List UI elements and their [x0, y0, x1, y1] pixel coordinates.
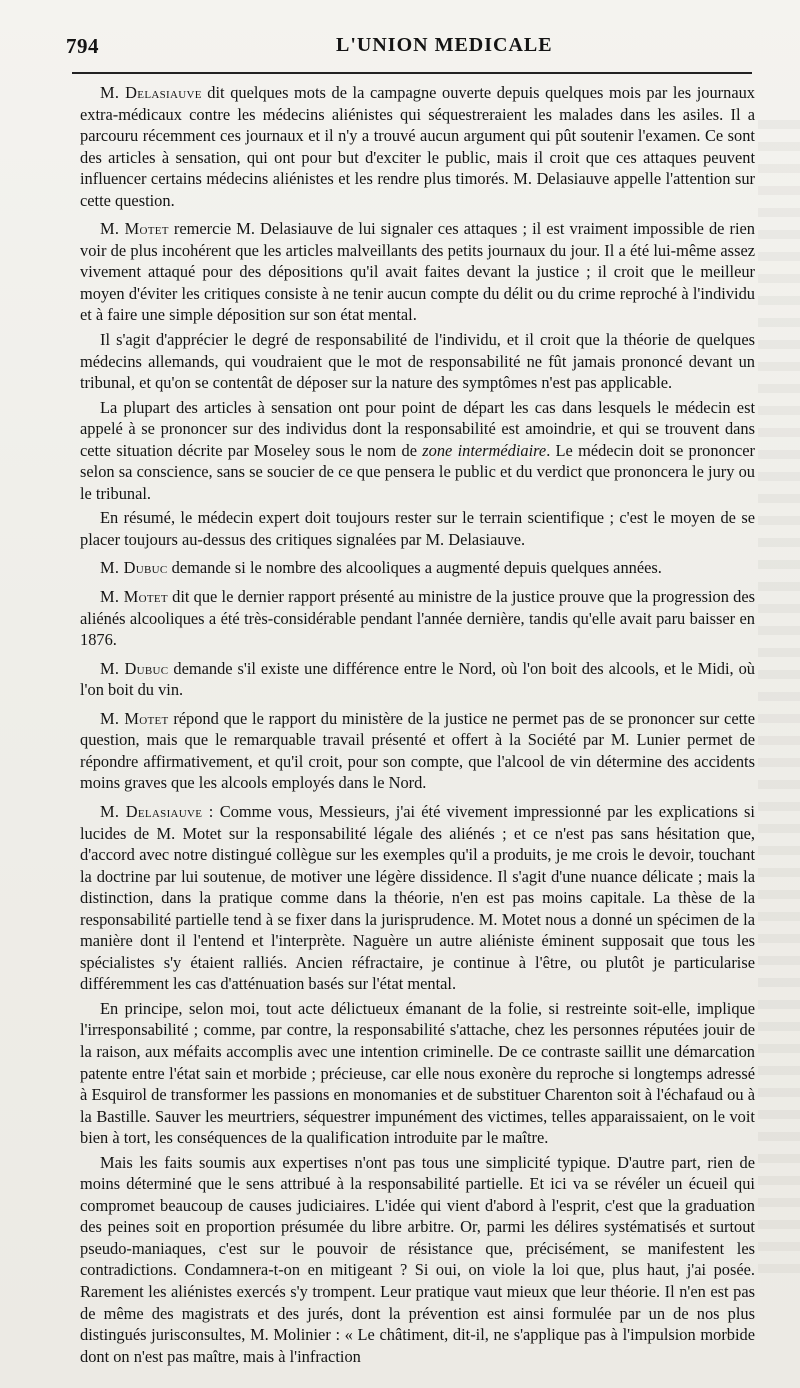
- paragraph: [80, 998, 755, 1149]
- paragraph: [80, 82, 755, 211]
- paragraph-text: La plupart des articles à sensation ont pour point de départ les cas dans lesquels le médecin est appelé à se prononcer sur des individus dont la responsabilité est amoindrie, et qui se trouvent dans cette situation décrite par Moseley sous le nom de: [80, 397, 755, 460]
- paragraph: [80, 507, 755, 550]
- paragraph-text: . Le médecin doit se prononcer selon sa conscience, sans se soucier de ce que pensera le public et du verdict que prononcera le jury ou le tribunal.: [80, 440, 755, 503]
- paragraph-text: Il s'agit d'apprécier le degré de responsabilité de l'individu, et il croit que la théorie de quelques médecins allemands, qui voudraient que le mot de responsabilité ne fût jamais prononcé devant un tribunal, et qu'on se contentât de déposer sur la nature des symptômes n'est pas applicable.: [80, 330, 755, 393]
- speaker-name: M. Motet: [100, 587, 168, 607]
- paragraph-text: dit que le dernier rapport présenté au ministre de la justice prouve que la progression des aliénés alcooliques a été très-considérable pendant l'année dernière, tandis qu'elle avait paru baisser en 1876.: [80, 587, 755, 650]
- paragraph: [80, 586, 755, 651]
- paragraph-text: Mais les faits soumis aux expertises n'ont pas tous une simplicité typique. D'autre part, rien de moins déterminé que le sens attribué à la responsabilité partielle. Et ici va se révéler un écueil qui compromet beaucoup de causes judiciaires. L'idée qui vient d'abord à l'esprit, c'est que la graduation des peines soit en proportion présumée du libre arbitre. Or, parmi les délires systématisés et surtout pseudo-maniaques, c'est sur le pouvoir de résistance que, précisément, se manifestent les contradictions. Condamnera-t-on en mitigeant ? Si oui, on viole la loi que, plus haut, j'ai posée. Rarement les aliénistes exercés s'y trompent. Leur pratique vaut mieux que leur théorie. Il n'en est pas de même des magistrats et des jurés, dont la prévention est ainsi formulée par un de nos plus distingués jurisconsultes, M. Molinier : « Le châtiment, dit-il, ne s'applique pas à l'impulsion morbide dont on n'est pas maître, mais à l'infraction: [80, 1152, 755, 1366]
- show-through-margin: [758, 120, 800, 1280]
- speaker-name: M. Delasiauve :: [100, 801, 214, 821]
- paragraph: [80, 1152, 755, 1367]
- speaker-name: M. Dubuc: [100, 558, 168, 578]
- paragraph-text: dit quelques mots de la campagne ouverte depuis quelques mois par les journaux extra-médicaux contre les médecins aliénistes qui séquestreraient les malades dans les asiles. Il a parcouru récemment ces journaux et il n'y a trouvé aucun argument qui pût soutenir l'examen. Ce sont des articles à sensation, qui ont pour but d'exciter le public, mais il croit que ces attaques peuvent influencer certains médecins aliénistes et les rendre plus timorés. M. Delasiauve appelle l'attention sur cette question.: [80, 83, 755, 210]
- paragraph-text: En principe, selon moi, tout acte délictueux émanant de la folie, si restreinte soit-elle, implique l'irresponsabilité ; comme, par contre, la responsabilité s'attache, chez les personnes réputées jouir de la raison, aux méfaits accomplis avec une intention criminelle. De ce contraste saillit une démarcation patente entre l'état sain et morbide ; précieuse, car elle nous exonère du reproche si longtemps adressé à Esquirol de transformer les passions en monomanies et de substituer Charenton soit à l'échafaud ou à la Bastille. Sauver les meurtriers, séquestrer impunément des victimes, telles apparaissaient, on le voit bien à tort, les conséquences de la qualification introduite par le maître.: [80, 998, 755, 1148]
- speaker-name: M. Delasiauve: [100, 83, 202, 102]
- paragraph: [80, 329, 755, 394]
- running-title: L'UNION MEDICALE: [336, 34, 553, 56]
- paragraph-text: remercie M. Delasiauve de lui signaler ces attaques ; il est vraiment impossible de rien voir de plus incohérent que les articles malveillants des petits journaux du jour. Il a été lui-même assez vivement attaqué pour des dépositions qu'il avait faites devant la justice ; il croit que le meilleur moyen d'éviter les critiques consiste à ne tenir aucun compte du délit ou du crime reproché à l'individu et à faire une simple déposition sur son état mental.: [80, 219, 755, 325]
- paragraph-text: demande s'il existe une différence entre le Nord, où l'on boit des alcools, et le Midi, où l'on boit du vin.: [80, 658, 755, 700]
- speaker-name: M. Motet: [100, 219, 169, 239]
- paragraph: [80, 708, 755, 794]
- paragraph-text: Comme vous, Messieurs, j'ai été vivement impressionné par les explications si lucides de M. Motet sur la responsabilité légale des aliénés ; et ce n'est pas sans hésitation que, d'accord avec notre distingué collègue sur les exemples qu'il a produits, je me crois le devoir, touchant la doctrine par lui soutenue, de motiver une légère dissidence. Il s'agit d'une nuance délicate ; mais la distinction, dans la pratique comme dans la théorie, n'en est pas moins capitale. La thèse de la responsabilité partielle tend à se fixer dans la jurisprudence. M. Motet nous a donné un spécimen de la manière dont il l'entend et l'interprète. Naguère un autre aliéniste éminent supposait que tous les spécialistes s'y étaient ralliés. Ancien réfractaire, je continue à l'être, ou plutôt je particularise différemment les cas d'atténuation basés sur l'état mental.: [80, 801, 755, 994]
- paragraph-text: demande si le nombre des alcooliques a augmenté depuis quelques années.: [167, 558, 662, 578]
- page-header: [66, 34, 756, 64]
- article-body: [80, 82, 755, 1374]
- paragraph: [80, 801, 755, 995]
- speaker-name: M. Motet: [100, 708, 169, 728]
- speaker-name: M. Dubuc: [100, 658, 169, 678]
- paragraph: [80, 557, 755, 579]
- paragraph-text: En résumé, le médecin expert doit toujours rester sur le terrain scientifique ; c'est le moyen de se placer toujours au-dessus des critiques signalées par M. Delasiauve.: [80, 508, 755, 549]
- paragraph: [80, 397, 755, 505]
- italic-term: zone intermédiaire: [422, 440, 547, 460]
- header-rule: [72, 72, 752, 74]
- paragraph-text: répond que le rapport du ministère de la justice ne permet pas de se prononcer sur cette question, mais que le remarquable travail présenté et offert à la Société par M. Lunier permet de répondre affirmativement, et qu'il croit, pour son compte, que l'alcool de vin détermine des accidents moins graves que les alcools employés dans le Nord.: [80, 708, 755, 793]
- page-number: 794: [66, 34, 99, 58]
- paragraph: [80, 658, 755, 701]
- paragraph: [80, 218, 755, 326]
